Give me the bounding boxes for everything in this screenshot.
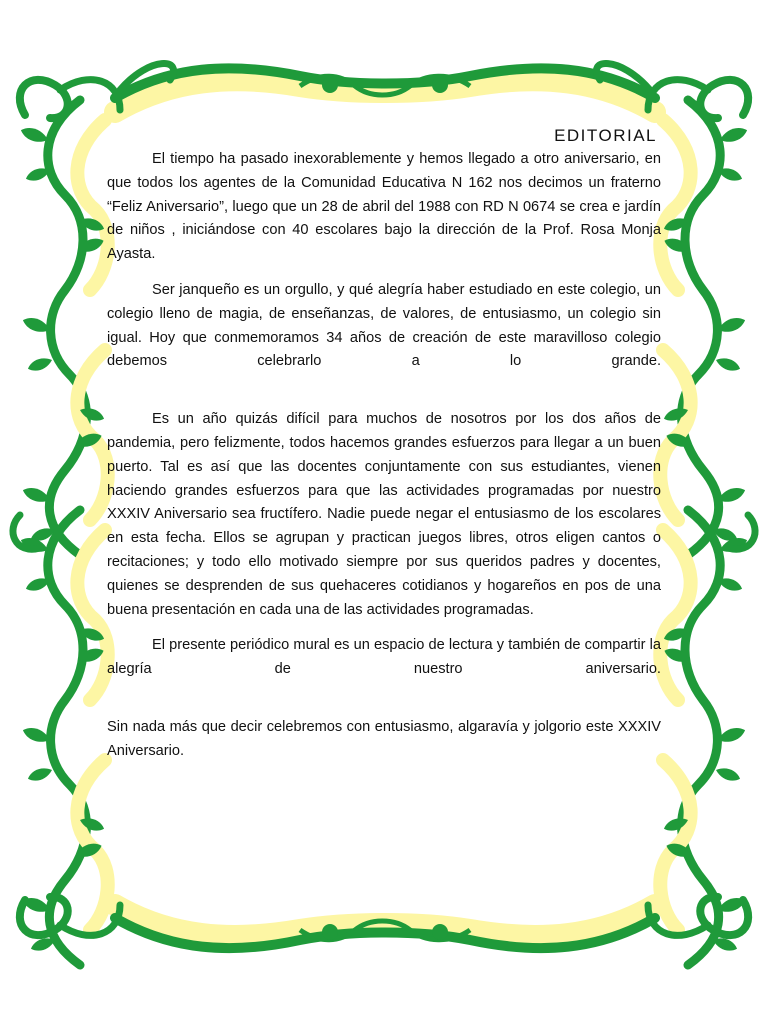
editorial-title: EDITORIAL [554, 126, 657, 145]
editorial-body [107, 124, 661, 776]
paragraph-1: El tiempo ha pasado inexorablemente y hemos llegado a otro aniversario, en que todos los agentes de la Comunidad Educativa N 162 nos decimos un fraterno “Feliz Aniversario”, luego que un 28 de abril del 1988 con RD N 0674 se crea e jardín de niños , iniciándose con 40 escolares bajo la dirección de la Prof. Rosa Monja Ayasta. [107, 151, 661, 263]
spacer [107, 694, 661, 716]
spacer [107, 386, 661, 408]
paragraph-3: Es un año quizás difícil para muchos de nosotros por los dos años de pandemia, pero felizmente, todos hacemos grandes esfuerzos para llegar a un buen puerto. Tal es así que las docentes conjuntamente con sus estudiantes, vienen haciendo grandes esfuerzos para que las actividades programadas por nuestro XXXIV Aniversario sea fructífero. Nadie puede negar el entusiasmo de los escolares en esta fecha. Ellos se agrupan y practican juegos libres, otros eligen cantos o recitaciones; y todo ello motivado siempre por sus queridos padres y docentes, quienes se desprenden de sus quehaceres cotidianos y hogareños en pos de una buena presentación en cada una de las actividades programadas. [107, 411, 661, 618]
paragraph-5: Sin nada más que decir celebremos con entusiasmo, algaravía y jolgorio este XXXIV Aniversario. [107, 718, 661, 759]
paragraph-4: El presente periódico mural es un espacio de lectura y también de compartir la alegría de nuestro aniversario. [107, 637, 661, 678]
paragraph-2: Ser janqueño es un orgullo, y qué alegría haber estudiado en este colegio, un colegio lleno de magia, de enseñanzas, de valores, de entusiasmo, un colegio sin igual. Hoy que conmemoramos 34 años de creación de este maravilloso colegio debemos celebrarlo a lo grande. [107, 281, 661, 370]
